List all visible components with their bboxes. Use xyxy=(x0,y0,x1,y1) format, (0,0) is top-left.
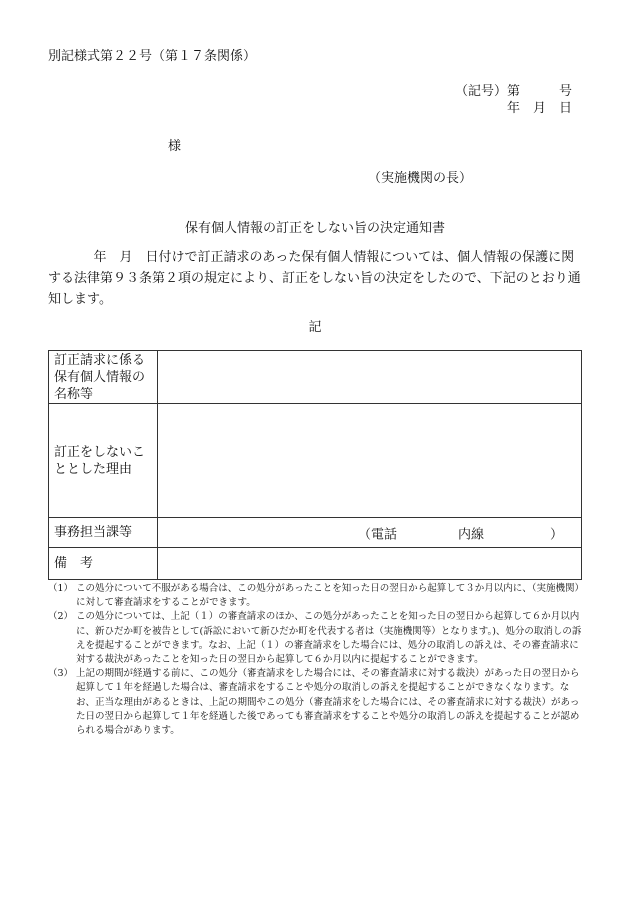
note-text: この処分について不服がある場合は、この処分があったことを知った日の翌日から起算して３か月以内に、（実施機関）に対して審査請求をすることができます。 xyxy=(76,583,584,609)
notes xyxy=(48,582,588,738)
note-item xyxy=(48,667,588,738)
table-row xyxy=(49,548,582,580)
reference-number: （記号）第 号 xyxy=(454,84,572,99)
form-number: 別記様式第２２号（第１７条関係） xyxy=(48,49,257,64)
label-remarks: 備 考 xyxy=(49,548,158,580)
value-department xyxy=(158,518,582,548)
note-text: 上記の期間が経過する前に、この処分（審査請求をした場合には、その審査請求に対する裁決）があった日の翌日から起算して１年を経過した場合は、審査請求をすることや処分の取消しの訴えを提起することができなくなります。なお、正当な理由があるときは、上記の期間やこの処分（審査請求をした場合には、その審査請求に対する裁決）があった日の翌日から起算して１年を経過した後であっても審査請求をすることや処分の取消しの訴えを提起することが認められる場合があります。 xyxy=(76,668,580,737)
label-info-name: 訂正請求に係る保有個人情報の名称等 xyxy=(49,351,158,404)
note-number: （1） xyxy=(48,583,74,594)
issuer: （実施機関の長） xyxy=(368,171,473,186)
value-reason xyxy=(158,404,582,518)
note-item xyxy=(48,610,588,667)
value-remarks xyxy=(158,548,582,580)
date-line: 年 月 日 xyxy=(506,101,572,116)
note-item xyxy=(48,582,588,610)
body-text: 年 月 日付けで訂正請求のあった保有個人情報については、個人情報の保護に関する法律第９３条第２項の規定により、訂正をしない旨の決定をしたので、下記のとおり通知します。 xyxy=(48,250,581,307)
table-row xyxy=(49,351,582,404)
value-info-name xyxy=(158,351,582,404)
recipient: 様 xyxy=(168,139,182,154)
label-reason: 訂正をしないこととした理由 xyxy=(49,404,158,518)
table-row xyxy=(49,518,582,548)
note-number: （3） xyxy=(48,668,74,680)
phone-close: ） xyxy=(550,527,564,542)
info-table xyxy=(48,350,582,580)
table-row xyxy=(49,404,582,518)
label-department: 事務担当課等 xyxy=(49,518,158,548)
note-number: （2） xyxy=(48,611,74,623)
extension-label: 内線 xyxy=(458,527,485,542)
note-text: この処分については、上記（１）の審査請求のほか、この処分があったことを知った日の翌日から起算して６か月以内に、新ひだか町を被告として(訴訟において新ひだか町を代表する者は（実施機関等）となります。)、処分の取消しの訴えを提起することができます。なお、上記（１）の審査請求をした場合には、処分の取消しの訴えは、その審査請求に対する裁決があったことを知った日の翌日から起算して６か月以内に提起することができます。 xyxy=(76,611,582,666)
phone-label: （電話 xyxy=(358,527,398,542)
document-title: 保有個人情報の訂正をしない旨の決定通知書 xyxy=(184,221,445,236)
ki-heading: 記 xyxy=(308,320,322,335)
